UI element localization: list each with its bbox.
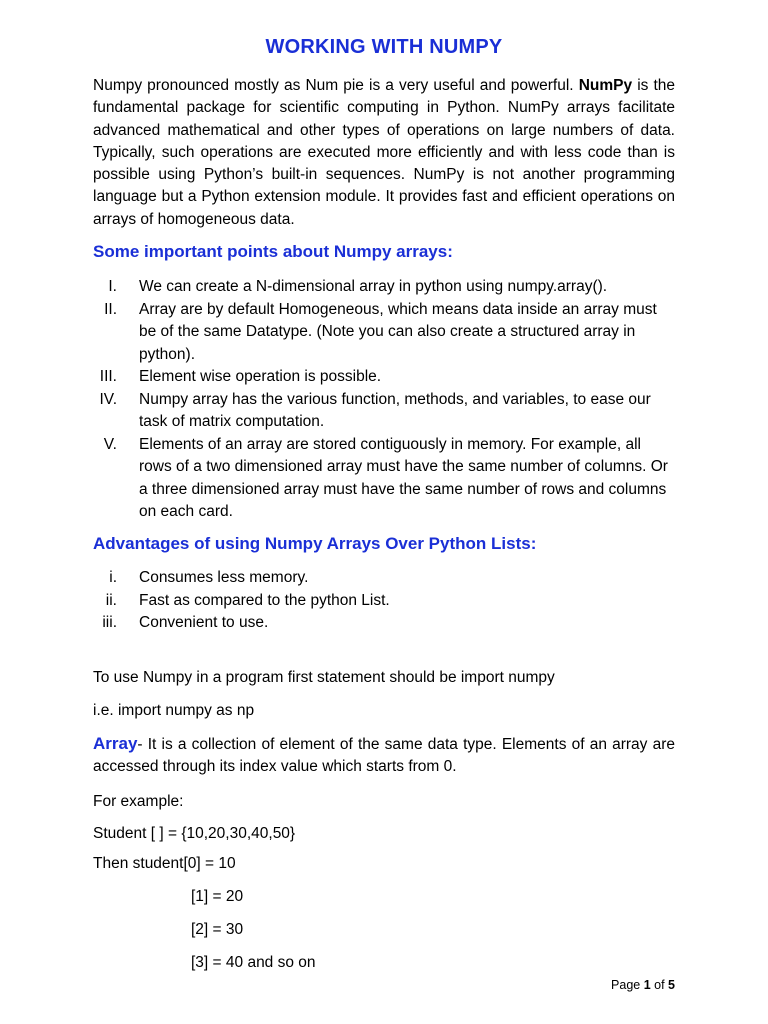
list-item-number: I. xyxy=(108,278,117,295)
list-item xyxy=(93,567,668,590)
list-item xyxy=(93,590,668,613)
footer-prefix: Page xyxy=(611,978,644,992)
list-item-text: Numpy array has the various function, methods, and variables, to ease our task of matrix computation. xyxy=(139,390,651,430)
page-title: WORKING WITH NUMPY xyxy=(265,36,503,58)
list-item xyxy=(93,612,668,635)
example-line: [1] = 20 xyxy=(191,888,244,905)
array-term: Array xyxy=(93,734,138,753)
points-list xyxy=(93,276,668,524)
example-line: [2] = 30 xyxy=(191,921,244,938)
list-item-text: Convenient to use. xyxy=(139,614,269,631)
array-definition xyxy=(93,733,675,779)
list-item-text: We can create a N-dimensional array in python using numpy.array(). xyxy=(139,278,608,295)
intro-paragraph xyxy=(93,75,675,231)
footer-current-page: 1 xyxy=(643,978,651,992)
list-item-number: V. xyxy=(103,435,117,453)
array-definition-text: - It is a collection of element of the same data type. Elements of an array are accessed through its index value which starts from 0. xyxy=(93,736,675,776)
list-item xyxy=(93,366,668,389)
list-item-number: II. xyxy=(104,300,117,318)
example-line: [3] = 40 and so on xyxy=(191,954,316,971)
list-item xyxy=(93,299,668,367)
list-item-number: i. xyxy=(109,569,117,586)
footer-total-pages: 5 xyxy=(668,978,675,992)
intro-text-start: Numpy pronounced mostly as Num pie is a very useful and powerful. xyxy=(93,77,579,94)
footer-middle: of xyxy=(650,978,669,992)
list-item-text: Consumes less memory. xyxy=(139,569,309,586)
page-number-footer xyxy=(611,978,675,992)
list-item-number: iii. xyxy=(102,614,117,631)
list-item-text: Elements of an array are stored contiguously in memory. For example, all rows of a two dimensioned array must have the same number of columns. Or a three dimensioned array must have the same number of rows and columns on each card. xyxy=(139,435,668,520)
usage-line: To use Numpy in a program first statement should be import numpy xyxy=(93,669,555,686)
list-item xyxy=(93,434,668,524)
list-item xyxy=(93,389,668,434)
section-heading-points: Some important points about Numpy arrays: xyxy=(93,242,453,261)
import-line: i.e. import numpy as np xyxy=(93,702,255,719)
advantages-list xyxy=(93,567,668,635)
list-item-text: Array are by default Homogeneous, which means data inside an array must be of the same Datatype. (Note you can also create a structured array in python). xyxy=(139,300,657,363)
list-item-number: IV. xyxy=(99,390,117,408)
example-label: For example: xyxy=(93,793,184,810)
list-item xyxy=(93,276,668,299)
list-item-number: III. xyxy=(99,368,117,385)
list-item-text: Fast as compared to the python List. xyxy=(139,591,390,609)
section-heading-advantages: Advantages of using Numpy Arrays Over Python Lists: xyxy=(93,534,537,553)
intro-text-end: is the fundamental package for scientific computing in Python. NumPy arrays facilitate advanced mathematical and other types of operations on large numbers of data. Typically, such operations are executed more efficiently and with less code than is possible using Python’s built-in sequences. NumPy is not another programming language but a Python extension module. It provides fast and efficient operations on arrays of homogeneous data. xyxy=(93,77,676,228)
intro-bold-numpy: NumPy xyxy=(578,77,633,94)
list-item-text: Element wise operation is possible. xyxy=(139,368,382,385)
list-item-number: ii. xyxy=(105,591,117,609)
example-line: Then student[0] = 10 xyxy=(93,855,236,872)
example-line: Student [ ] = {10,20,30,40,50} xyxy=(93,825,296,842)
